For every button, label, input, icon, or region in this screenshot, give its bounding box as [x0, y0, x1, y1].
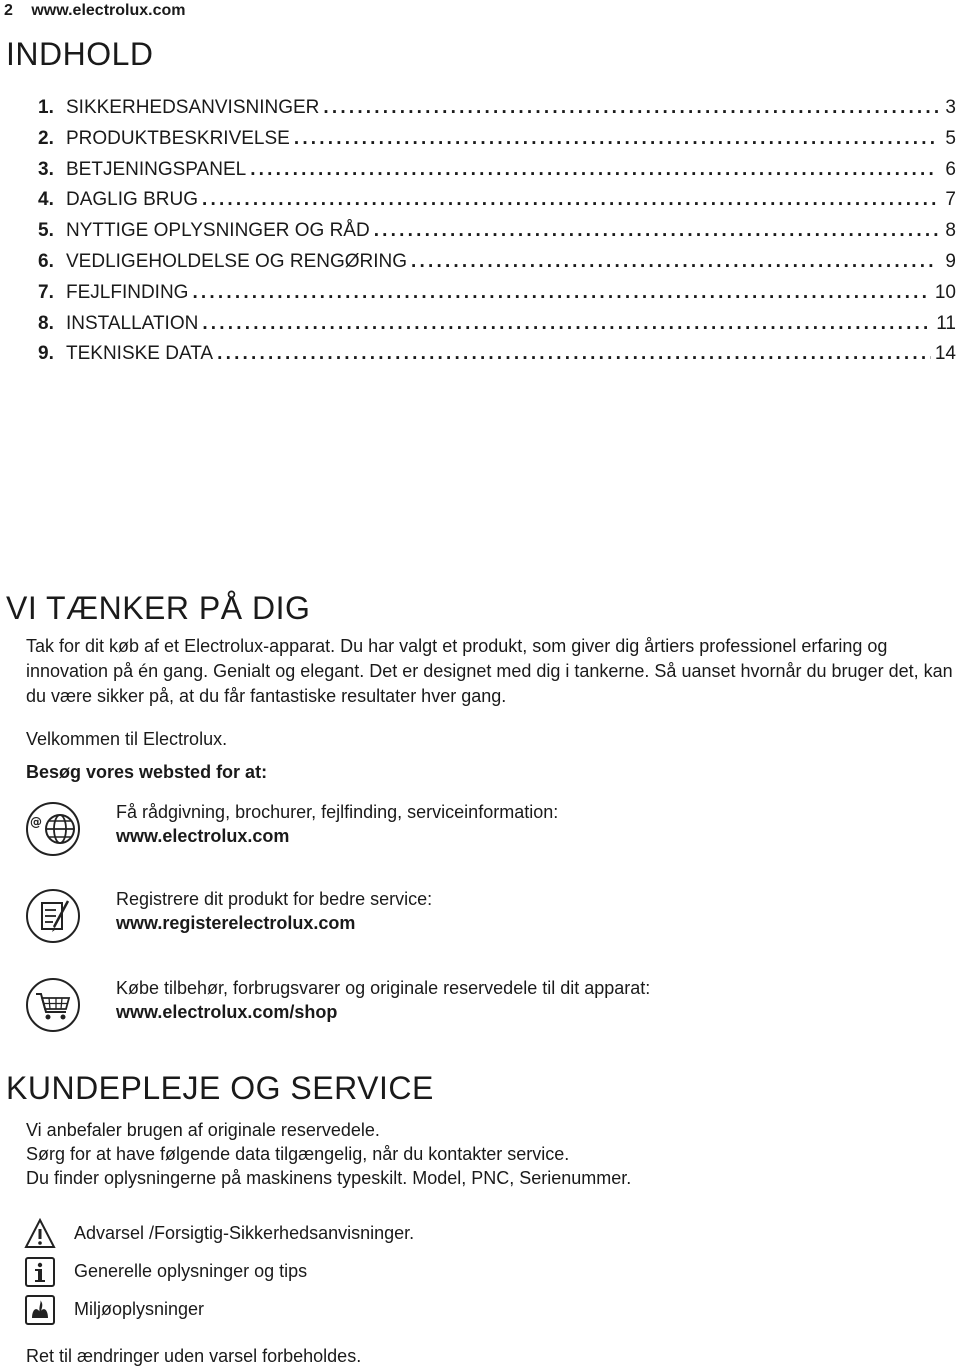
toc-leader — [323, 97, 938, 119]
shopping-cart-icon — [24, 976, 82, 1034]
toc-leader — [192, 282, 930, 304]
toc-entry[interactable] — [38, 128, 956, 159]
toc-entry[interactable] — [38, 189, 956, 220]
legend-text: Generelle oplysninger og tips — [74, 1261, 308, 1281]
toc-label: PRODUKTBESKRIVELSE — [66, 127, 290, 149]
toc-entry[interactable] — [38, 343, 956, 374]
intro-paragraph: Tak for dit køb af et Electrolux-apparat. Du har valgt et produkt, som giver dig årtiers professionel erfaring og innovation på én gang. Genialt og elegant. Det er designet med dig i tankerne. Så uanset hvornår du bruger det, kan du være sikker på, at du får fantastiske resultater hver gang. — [26, 636, 953, 706]
toc-number: 9. — [38, 343, 54, 365]
service-link[interactable]: www.electrolux.com — [116, 826, 290, 846]
globe-at-icon — [24, 800, 82, 858]
table-of-contents — [38, 97, 956, 374]
toc-page: 11 — [936, 312, 956, 334]
toc-page: 6 — [945, 158, 956, 180]
toc-number: 4. — [38, 189, 54, 211]
care-text — [26, 1118, 631, 1190]
toc-entry[interactable] — [38, 97, 956, 128]
toc-label: BETJENINGSPANEL — [66, 158, 247, 180]
toc-label: DAGLIG BRUG — [66, 189, 198, 211]
toc-page: 14 — [934, 343, 956, 365]
toc-leader — [217, 343, 931, 365]
contents-title: INDHOLD — [6, 36, 154, 72]
toc-page: 5 — [945, 127, 956, 149]
info-icon — [24, 1256, 56, 1288]
service-text — [116, 800, 558, 848]
page-header — [4, 2, 185, 20]
toc-leader — [250, 159, 938, 181]
toc-label: VEDLIGEHOLDELSE OG RENGØRING — [66, 250, 408, 272]
toc-label: FEJLFINDING — [66, 281, 189, 303]
toc-page: 7 — [945, 189, 956, 211]
toc-number: 5. — [38, 220, 54, 242]
toc-leader — [374, 220, 938, 242]
toc-entry[interactable] — [38, 251, 956, 282]
toc-page: 10 — [934, 281, 956, 303]
toc-number: 8. — [38, 312, 54, 334]
service-link[interactable]: www.registerelectrolux.com — [116, 913, 356, 933]
toc-number: 2. — [38, 127, 54, 149]
visit-heading: Besøg vores websted for at: — [26, 762, 268, 782]
site-url[interactable]: www.electrolux.com — [31, 2, 186, 19]
legend-text: Miljøoplysninger — [74, 1299, 205, 1319]
toc-number: 7. — [38, 281, 54, 303]
toc-number: 6. — [38, 250, 54, 272]
toc-leader — [202, 313, 932, 335]
service-description: Købe tilbehør, forbrugsvarer og originale reservedele til dit apparat: — [116, 978, 651, 998]
toc-leader — [294, 128, 938, 150]
service-text — [116, 976, 650, 1024]
toc-page: 8 — [945, 220, 956, 242]
toc-entry[interactable] — [38, 220, 956, 251]
thinking-title: VI TÆNKER PÅ DIG — [6, 590, 311, 626]
legend-text: Advarsel /Forsigtig-Sikkerhedsanvisninger. — [74, 1223, 415, 1243]
toc-leader — [411, 251, 938, 273]
toc-label: TEKNISKE DATA — [66, 343, 214, 365]
svg-text:@: @ — [30, 815, 42, 829]
toc-entry[interactable] — [38, 313, 956, 344]
toc-entry[interactable] — [38, 159, 956, 190]
toc-number: 1. — [38, 97, 54, 118]
welcome-text: Velkommen til Electrolux. — [26, 729, 228, 749]
toc-entry[interactable] — [38, 282, 956, 313]
toc-number: 3. — [38, 158, 54, 180]
footer-note: Ret til ændringer uden varsel forbeholdes. — [26, 1346, 362, 1366]
service-description: Få rådgivning, brochurer, fejlfinding, serviceinformation: — [116, 802, 559, 822]
service-description: Registrere dit produkt for bedre service: — [116, 889, 433, 909]
care-line: Sørg for at have følgende data tilgængelig, når du kontakter service. — [26, 1144, 570, 1164]
toc-leader — [202, 189, 938, 211]
toc-page: 9 — [945, 250, 956, 272]
toc-label: INSTALLATION — [66, 312, 199, 334]
toc-page: 3 — [945, 97, 956, 118]
toc-label: NYTTIGE OPLYSNINGER OG RÅD — [66, 220, 370, 242]
service-text — [116, 887, 432, 935]
toc-label: SIKKERHEDSANVISNINGER — [66, 97, 320, 118]
register-form-icon — [24, 887, 82, 945]
environment-icon — [24, 1294, 56, 1326]
page-number: 2 — [4, 2, 13, 19]
care-line: Vi anbefaler brugen af originale reservedele. — [26, 1120, 380, 1140]
care-line: Du finder oplysningerne på maskinens typeskilt. Model, PNC, Serienummer. — [26, 1168, 632, 1188]
care-title: KUNDEPLEJE OG SERVICE — [6, 1070, 434, 1106]
warning-icon — [24, 1218, 56, 1250]
service-link[interactable]: www.electrolux.com/shop — [116, 1002, 338, 1022]
